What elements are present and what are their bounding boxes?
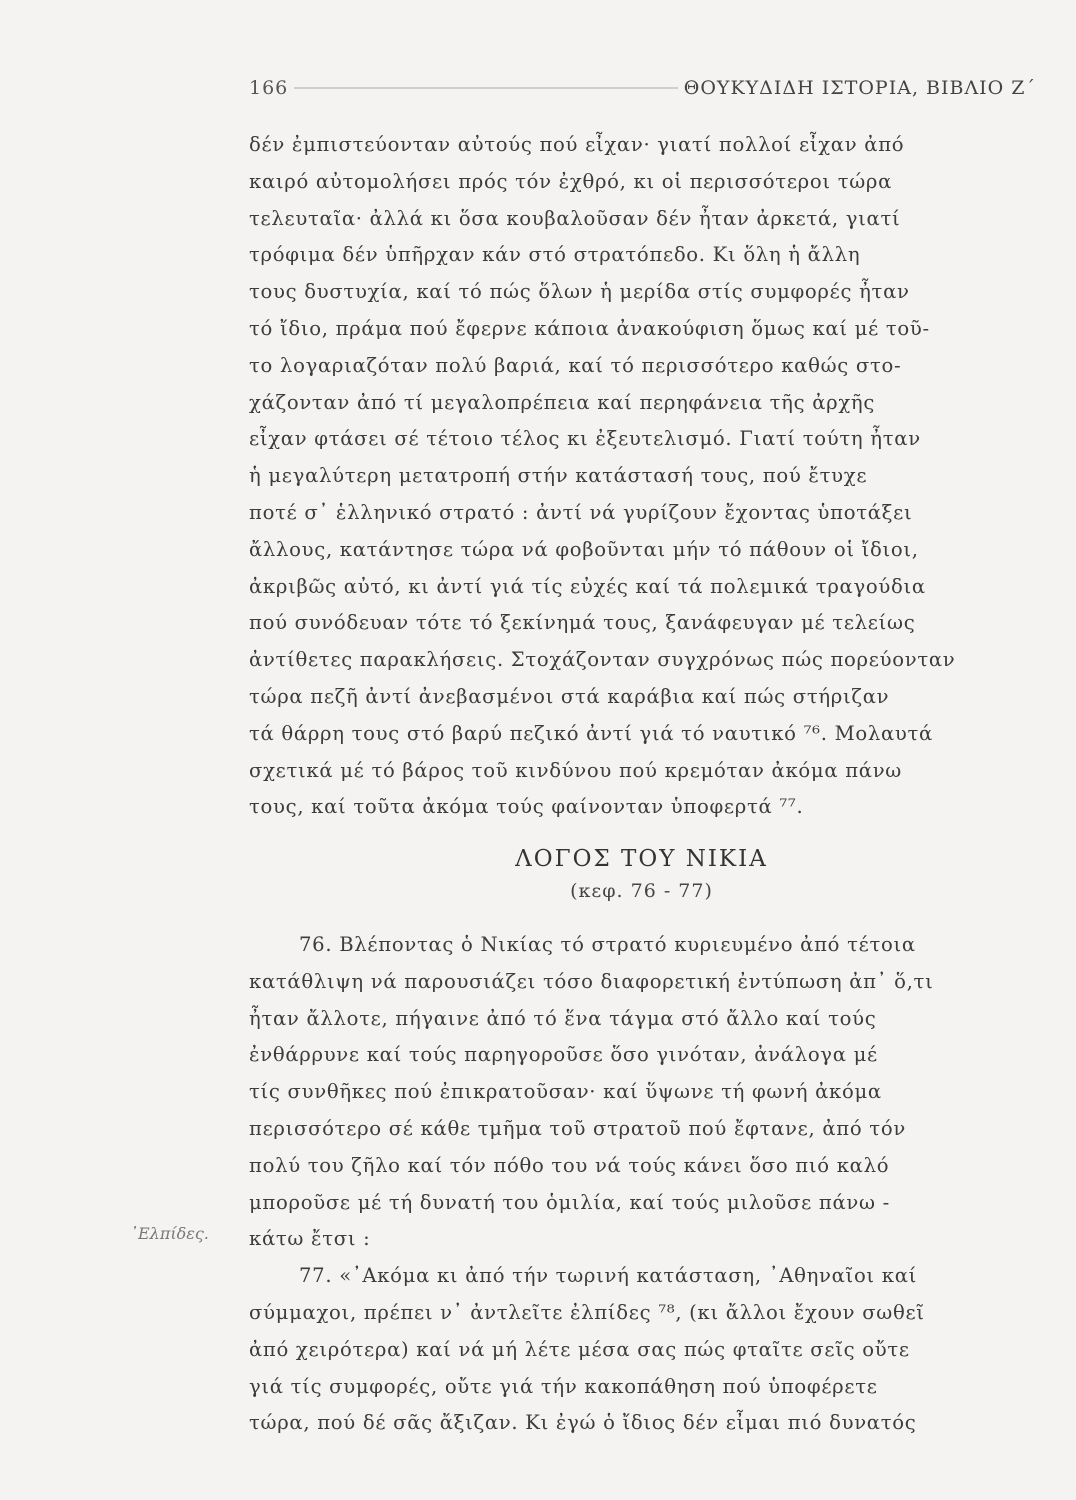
text-line: το λογαριαζόταν πολύ βαριά, καί τό περισσότερο καθώς στο-: [249, 353, 902, 377]
text-line: ἄλλους, κατάντησε τώρα νά φοβοῦνται μήν τό πάθουν οἱ ἴδιοι,: [249, 537, 919, 561]
text-line: καιρό αὐτομολήσει πρός τόν ἐχθρό, κι οἱ περισσότεροι τώρα: [249, 169, 893, 193]
text-line: σχετικά μέ τό βάρος τοῦ κινδύνου πού κρεμόταν ἀκόμα πάνω: [249, 758, 902, 782]
speech-paragraphs: [249, 927, 1034, 1442]
text-line: τους δυστυχία, καί τό πώς ὅλων ἡ μερίδα στίς συμφορές ἦταν: [249, 280, 910, 304]
page-number: 166: [249, 77, 289, 99]
section-subtitle: (κεφ. 76 - 77): [570, 880, 713, 902]
running-header: [249, 72, 1036, 104]
text-line: ἐνθάρρυνε καί τούς παρηγοροῦσε ὅσο γινόταν, ἀνάλογα μέ: [249, 1043, 878, 1067]
text-line: δέν ἐμπιστεύονταν αὐτούς πού εἶχαν· γιατί πολλοί εἶχαν ἀπό: [249, 133, 905, 156]
text-line: τους, καί τοῦτα ἀκόμα τούς φαίνονταν ὑποφερτά ⁷⁷.: [249, 795, 804, 819]
text-line: τά θάρρη τους στό βαρύ πεζικό ἀντί γιά τό ναυτικό ⁷⁶. Μολαυτά: [249, 721, 933, 745]
text-line: ἡ μεγαλύτερη μετατροπή στήν κατάστασή τους, πού ἔτυχε: [249, 464, 868, 488]
text-line: ἀντίθετες παρακλήσεις. Στοχάζονταν συγχρόνως πώς πορεύονταν: [249, 648, 956, 672]
paragraph-continuation: [249, 127, 1034, 826]
text-line: τελευταῖα· ἀλλά κι ὅσα κουβαλοῦσαν δέν ἦταν ἀρκετά, γιατί: [249, 206, 901, 230]
text-line: χάζονταν ἀπό τί μεγαλοπρέπεια καί περηφάνεια τῆς ἀρχῆς: [249, 390, 876, 414]
text-line: ἀπό χειρότερα) καί νά μή λέτε μέσα σας πώς φταῖτε σεῖς οὔτε: [249, 1337, 910, 1361]
text-line: γιά τίς συμφορές, οὔτε γιά τήν κακοπάθηση πού ὑποφέρετε: [249, 1374, 878, 1398]
section-title: ΛΟΓΟΣ ΤΟΥ ΝΙΚΙΑ: [515, 846, 768, 872]
text-line: τώρα πεζῆ ἀντί ἀνεβασμένοι στά καράβια καί πώς στήριζαν: [249, 684, 890, 708]
text-line: τό ἴδιο, πράμα πού ἔφερνε κάποια ἀνακούφιση ὅμως καί μέ τοῦ-: [249, 316, 930, 340]
text-line: πού συνόδευαν τότε τό ξεκίνημά τους, ξανάφευγαν μέ τελείως: [249, 611, 916, 635]
text-line: περισσότερο σέ κάθε τμῆμα τοῦ στρατοῦ πού ἔφτανε, ἀπό τόν: [249, 1116, 906, 1140]
text-line: ἀκριβῶς αὐτό, κι ἀντί γιά τίς εὐχές καί τά πολεμικά τραγούδια: [249, 574, 926, 598]
text-line: ποτέ σ᾿ ἑλληνικό στρατό : ἀντί νά γυρίζουν ἔχοντας ὑποτάξει: [249, 500, 913, 524]
text-line: μποροῦσε μέ τή δυνατή του ὁμιλία, καί τούς μιλοῦσε πάνω -: [249, 1190, 890, 1214]
text-line: κάτω ἔτσι :: [249, 1227, 371, 1251]
text-line: 77. «᾿Ακόμα κι ἀπό τήν τωρινή κατάσταση, ᾿Αθηναῖοι καί: [299, 1264, 918, 1288]
margin-note: ᾿Ελπίδες.: [130, 1224, 209, 1243]
text-line: 76. Βλέποντας ὁ Νικίας τό στρατό κυριευμένο ἀπό τέτοια: [299, 933, 916, 956]
text-line: τίς συνθῆκες πού ἐπικρατοῦσαν· καί ὕψωνε τή φωνή ἀκόμα: [249, 1080, 882, 1104]
running-title: ΘΟΥΚΥΔΙΔΗ ΙΣΤΟΡΙΑ, ΒΙΒΛΙΟ Ζ΄: [683, 77, 1036, 99]
text-line: εἶχαν φτάσει σέ τέτοιο τέλος κι ἐξευτελισμό. Γιατί τούτη ἦταν: [249, 427, 921, 451]
text-line: ἦταν ἄλλοτε, πήγαινε ἀπό τό ἕνα τάγμα στό ἄλλο καί τούς: [249, 1006, 877, 1030]
text-line: τώρα, πού δέ σᾶς ἄξιζαν. Κι ἐγώ ὁ ἴδιος δέν εἶμαι πιό δυνατός: [249, 1411, 917, 1435]
text-line: τρόφιμα δέν ὑπῆρχαν κάν στό στρατόπεδο. Κι ὅλη ἡ ἄλλη: [249, 243, 861, 267]
text-line: κατάθλιψη νά παρουσιάζει τόσο διαφορετική ἐντύπωση ἀπ᾿ ὅ,τι: [249, 969, 934, 993]
text-line: σύμμαχοι, πρέπει ν᾿ ἀντλεῖτε ἐλπίδες ⁷⁸, (κι ἄλλοι ἔχουν σωθεῖ: [249, 1300, 925, 1324]
header-rule: [294, 87, 677, 89]
text-line: πολύ του ζῆλο καί τόν πόθο του νά τούς κάνει ὅσο πιό καλό: [249, 1153, 890, 1177]
